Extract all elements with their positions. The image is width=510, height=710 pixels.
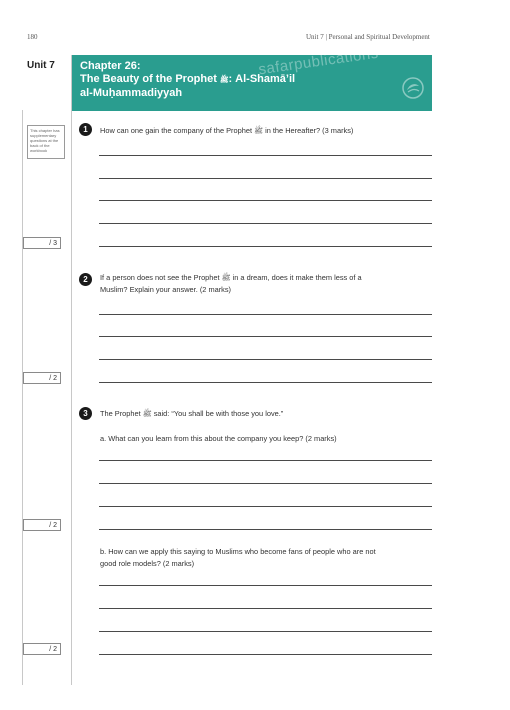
question-3a-text: a. What can you learn from this about the company you keep? (2 marks) [100, 434, 337, 443]
answer-line[interactable] [99, 359, 432, 360]
unit-label: Unit 7 [27, 60, 55, 71]
answer-line[interactable] [99, 631, 432, 632]
answer-line[interactable] [99, 382, 432, 383]
answer-line[interactable] [99, 506, 432, 507]
question-3-number: 3 [79, 407, 92, 420]
supplementary-note: This chapter has supplementary questions at the back of the workbook [27, 125, 65, 159]
answer-line[interactable] [99, 654, 432, 655]
answer-line[interactable] [99, 155, 432, 156]
question-3b-text-line2: good role models? (2 marks) [100, 559, 195, 568]
question-2-number: 2 [79, 273, 92, 286]
margin-rule-right [71, 55, 72, 685]
running-head: Unit 7 | Personal and Spiritual Development [306, 33, 430, 41]
answer-line[interactable] [99, 483, 432, 484]
answer-line[interactable] [99, 246, 432, 247]
chapter-title-line3: al-Muḥammadiyyah [80, 87, 183, 99]
marks-box-q3a[interactable]: / 2 [23, 519, 61, 531]
answer-line[interactable] [99, 585, 432, 586]
question-2-text-line2: Muslim? Explain your answer. (2 marks) [100, 285, 232, 294]
margin-rule-left [22, 110, 23, 685]
marks-box-q2[interactable]: / 2 [23, 372, 61, 384]
chapter-number: Chapter 26: [80, 60, 141, 72]
question-2-text-line1: If a person does not see the Prophet ﷺ in a dream, does it make them less of a [100, 273, 362, 282]
marks-box-q1[interactable]: / 3 [23, 237, 61, 249]
publisher-logo-icon [402, 77, 424, 99]
question-1-text: How can one gain the company of the Prophet ﷺ in the Hereafter? (3 marks) [100, 126, 354, 135]
question-3b-text-line1: b. How can we apply this saying to Muslims who become fans of people who are not [100, 547, 376, 556]
chapter-title [80, 60, 410, 100]
answer-line[interactable] [99, 223, 432, 224]
answer-line[interactable] [99, 178, 432, 179]
chapter-banner [72, 44, 432, 111]
question-1-number: 1 [79, 123, 92, 136]
question-3-text: The Prophet ﷺ said: “You shall be with those you love.” [100, 409, 284, 418]
answer-line[interactable] [99, 529, 432, 530]
answer-line[interactable] [99, 314, 432, 315]
answer-line[interactable] [99, 460, 432, 461]
marks-box-q3b[interactable]: / 2 [23, 643, 61, 655]
page-number: 180 [27, 33, 38, 41]
answer-line[interactable] [99, 608, 432, 609]
answer-line[interactable] [99, 200, 432, 201]
answer-line[interactable] [99, 336, 432, 337]
watermark: safarpublications [257, 44, 380, 79]
chapter-title-line2: The Beauty of the Prophet ﷺ: Al-Shamā’il [80, 73, 296, 85]
